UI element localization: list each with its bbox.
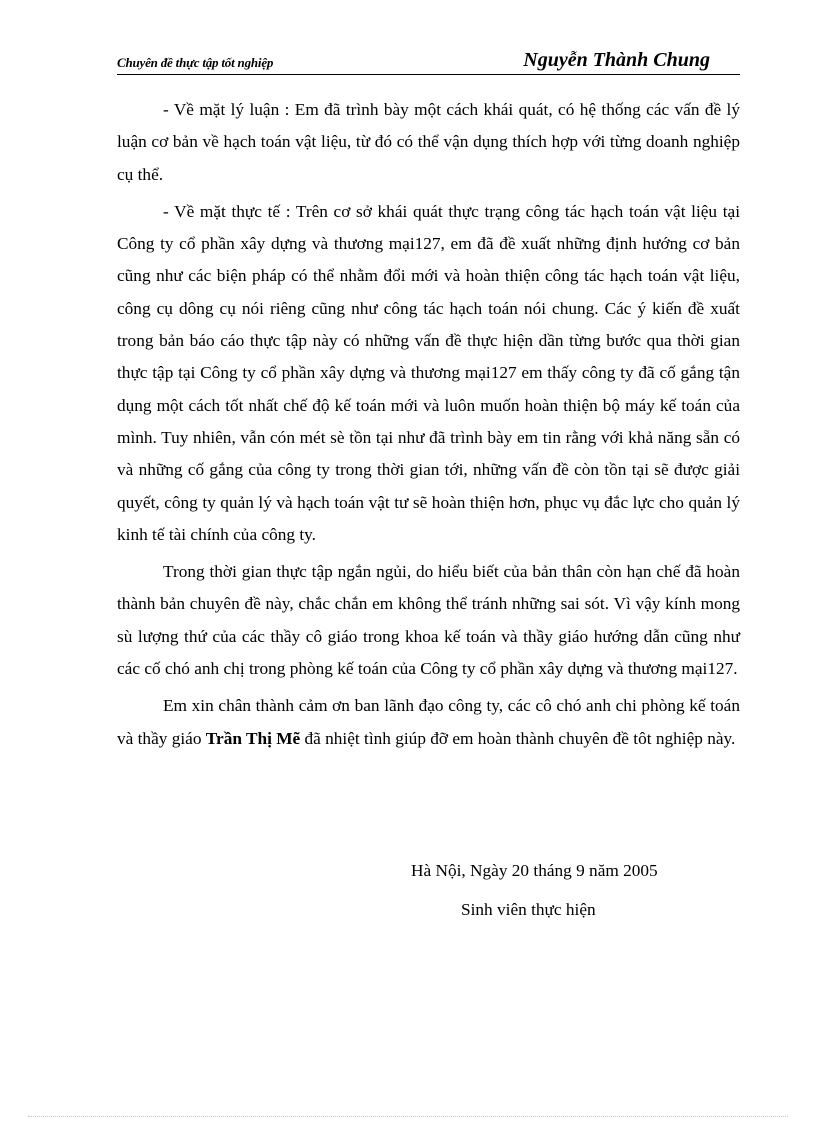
signature-role: Sinh viên thực hiện [461,900,596,919]
header-author-name: Nguyễn Thành Chung [523,49,710,71]
thanks-text-after: đã nhiệt tình giúp đỡ em hoàn thành chuyên đề tôt nghiệp này. [300,728,736,748]
signature-date: Hà Nội, Ngày 20 tháng 9 năm 2005 [411,861,658,880]
page-header [117,46,740,75]
paragraph-practice: - Về mặt thực tế : Trên cơ sở khái quát thực trạng công tác hạch toán vật liệu tại Công ty cổ phần xây dựng và thương mại127, em đã đề xuất những định hướng cơ bản cũng như các biện pháp có thể nhằm đổi mới và hoàn thiện công tác hạch toán vật liệu, công cụ dông cụ nói riêng cũng như công tác hạch toán nói chung. Các ý kiến đề xuất trong bản báo cáo thực tập này có những vấn đề thực hiện dần từng bước qua thời gian thực tập tại Công ty cổ phần xây dựng và thương mại127 em thấy công ty đã cố gắng tận dụng một cách tốt nhất chế độ kế toán mới và luôn muốn hoàn thiện bộ máy kế toán của mình. Tuy nhiên, vẫn cón mét sè tồn tại như đã trình bày em tin rằng với khả năng sẵn có và những cố gắng của công ty trong thời gian tới, những vấn đề còn tồn tại sẽ được giải quyết, công ty quản lý và hạch toán vật tư sẽ hoàn thiện hơn, phục vụ đắc lực cho quản lý kinh tế tài chính của công ty. [117,201,740,544]
paragraph-apology: Trong thời gian thực tập ngắn ngủi, do hiểu biết của bản thân còn hạn chế đã hoàn thành bản chuyên đề này, chắc chắn em không thể tránh những sai sót. Vì vậy kính mong sù lượng thứ của các thầy cô giáo trong khoa kế toán và thầy giáo hướng dẫn cũng như các cố chó anh chị trong phòng kế toán của Công ty cổ phần xây dựng và thương mại127. [117,562,740,679]
thanks-text-before: Em xin chân thành cảm ơn ban lãnh đạo công ty, các cô chó anh chi phòng kế toán và thầy giáo [117,696,740,748]
page-bottom-divider [28,1116,788,1117]
header-document-title: Chuyên đề thực tập tốt nghiệp [117,55,274,70]
advisor-name: Trần Thị Mẽ [205,728,301,748]
paragraph-theory: - Về mặt lý luận : Em đã trình bày một cách khái quát, có hệ thống các vấn đề lý luận cơ bản về hạch toán vật liệu, từ đó có thể vận dụng thích hợp với từng doanh nghiệp cụ thể. [117,100,740,184]
document-body [117,94,740,760]
paragraph-thanks [117,690,740,755]
